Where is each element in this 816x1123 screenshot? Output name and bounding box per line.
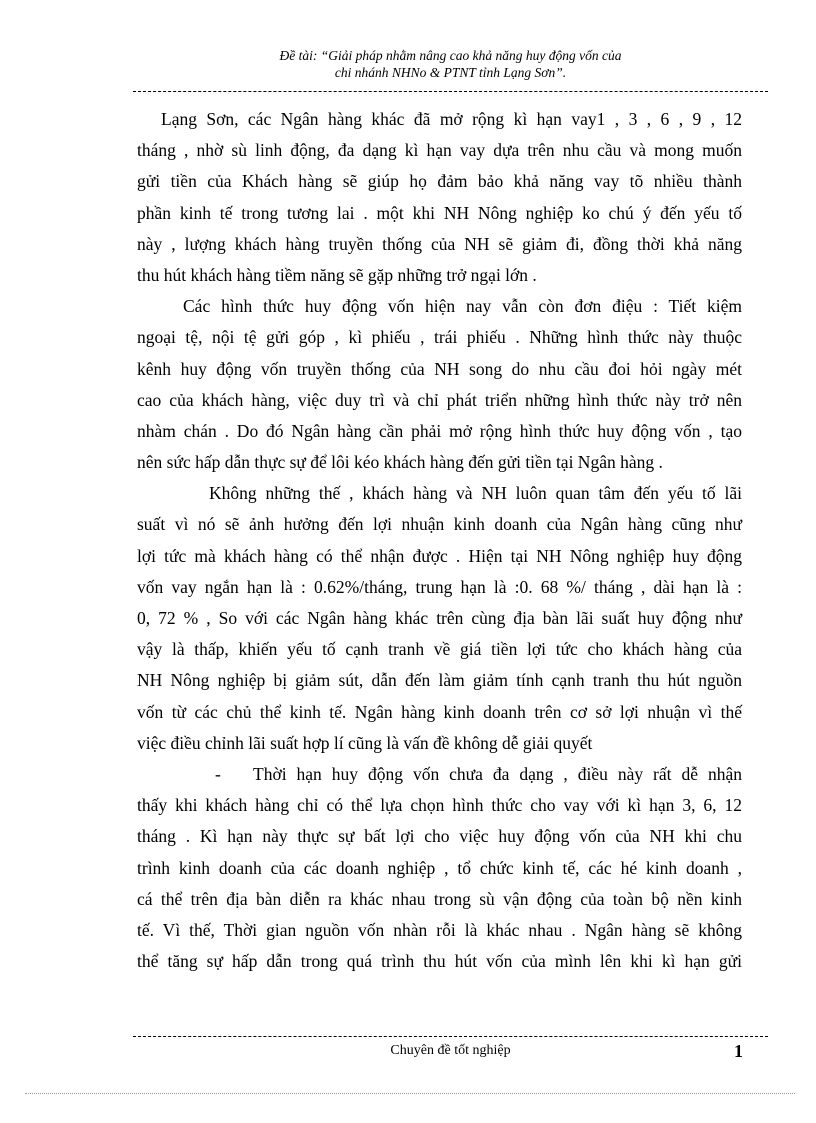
- text-line: lợi tức mà khách hàng có thể nhận được . Hiện tại NH Nông nghiệp huy động: [137, 545, 742, 566]
- text-line: gửi tiền của Khách hàng sẽ giúp họ đảm bảo khả năng vay tõ nhiều thành: [137, 171, 742, 192]
- document-body: [137, 104, 742, 977]
- page-number: 1: [734, 1041, 743, 1061]
- text-line: tháng , nhờ sù linh động, đa dạng kì hạn vay dựa trên nhu cầu và mong muốn: [137, 140, 742, 161]
- bullet-dash: -: [215, 763, 221, 784]
- text-line: Thời hạn huy động vốn chưa đa dạng , điều này rất dễ nhận: [253, 763, 742, 784]
- text-line: này , lượng khách hàng truyền thống của NH sẽ giảm đi, đồng thời khả năng: [137, 233, 742, 254]
- paragraph-4: [137, 759, 742, 977]
- text-line: thấy khi khách hàng chỉ có thể lựa chọn hình thức cho vay với kì hạn 3, 6, 12: [137, 795, 742, 816]
- paragraph-2: [137, 291, 742, 478]
- text-line: vốn từ các chủ thể kinh tế. Ngân hàng kinh doanh trên cơ sở lợi nhuận vì thế: [137, 701, 742, 722]
- bulleted-line: [137, 759, 742, 790]
- text-line: thu hút khách hàng tiềm năng sẽ gặp những trở ngại lớn .: [137, 264, 537, 285]
- paragraph-3: [137, 478, 742, 759]
- text-line: thể tăng sự hấp dẫn trong quá trình thu hút vốn của mình lên khi kì hạn gửi: [137, 951, 742, 972]
- footer-title: Chuyên đề tốt nghiệp: [390, 1043, 511, 1058]
- text-line: tế. Vì thế, Thời gian nguồn vốn nhàn rỗi là khác nhau . Ngân hàng sẽ không: [137, 919, 742, 940]
- text-line: việc điều chỉnh lãi suất hợp lí cũng là vấn đề không dễ giải quyết: [137, 732, 593, 753]
- text-line: nhàm chán . Do đó Ngân hàng cần phải mở rộng hình thức huy động vốn , tạo: [137, 420, 742, 441]
- text-line: 0, 72 % , So với các Ngân hàng khác trên cùng địa bàn lãi suất huy động như: [137, 608, 742, 628]
- text-line: vậy là thấp, khiến yếu tố cạnh tranh về giá tiền lợi tức cho khách hàng của: [137, 639, 742, 660]
- footer-divider: [133, 1036, 768, 1037]
- text-line: cá thể trên địa bàn diễn ra khác nhau trong sù vận động của toàn bộ nền kinh: [137, 888, 742, 909]
- text-line: cao của khách hàng, việc duy trì và chỉ phát triển những hình thức này trở nên: [137, 389, 742, 410]
- text-line: ngoại tệ, nội tệ gửi góp , kì phiếu , trái phiếu . Những hình thức này thuộc: [137, 327, 742, 348]
- text-line: vốn vay ngắn hạn là : 0.62%/tháng, trung hạn là :0. 68 %/ tháng , dài hạn là :: [137, 576, 742, 597]
- text-line: Không những thế , khách hàng và NH luôn quan tâm đến yếu tố lãi: [209, 483, 742, 504]
- header-divider: [133, 91, 768, 92]
- text-line: trình kinh doanh của các doanh nghiệp , tổ chức kinh tế, các hé kinh doanh ,: [137, 857, 742, 878]
- page-header: [133, 47, 768, 81]
- header-line-2: chi nhánh NHNo & PTNT tỉnh Lạng Sơn”.: [334, 65, 567, 80]
- text-line: phần kinh tế trong tương lai . một khi NH Nông nghiệp ko chú ý đến yếu tố: [137, 202, 742, 223]
- text-line: nên sức hấp dẫn thực sự để lôi kéo khách hàng đến gửi tiền tại Ngân hàng .: [137, 452, 663, 473]
- text-line: Lạng Sơn, các Ngân hàng khác đã mở rộng kì hạn vay1 , 3 , 6 , 9 , 12: [161, 109, 742, 129]
- text-line: Các hình thức huy động vốn hiện nay vẫn còn đơn điệu : Tiết kiệm: [183, 296, 742, 317]
- text-line: tháng . Kì hạn này thực sự bất lợi cho việc huy động vốn của NH khi chu: [137, 826, 742, 847]
- paragraph-1: [137, 104, 742, 291]
- text-line: kênh huy động vốn truyền thống của NH song do nhu cầu đoi hỏi ngày mét: [137, 358, 742, 379]
- page-footer: [133, 1043, 768, 1063]
- header-line-1: Đề tài: “Giải pháp nhằm nâng cao khả năng huy động vốn của: [279, 48, 622, 63]
- text-line: suất vì nó sẽ ảnh hưởng đến lợi nhuận kinh doanh của Ngân hàng cũng như: [137, 514, 742, 535]
- page-edge-line: [25, 1093, 795, 1094]
- text-line: NH Nông nghiệp bị giảm sút, dẫn đến làm giảm tính cạnh tranh thu hút nguồn: [137, 670, 742, 691]
